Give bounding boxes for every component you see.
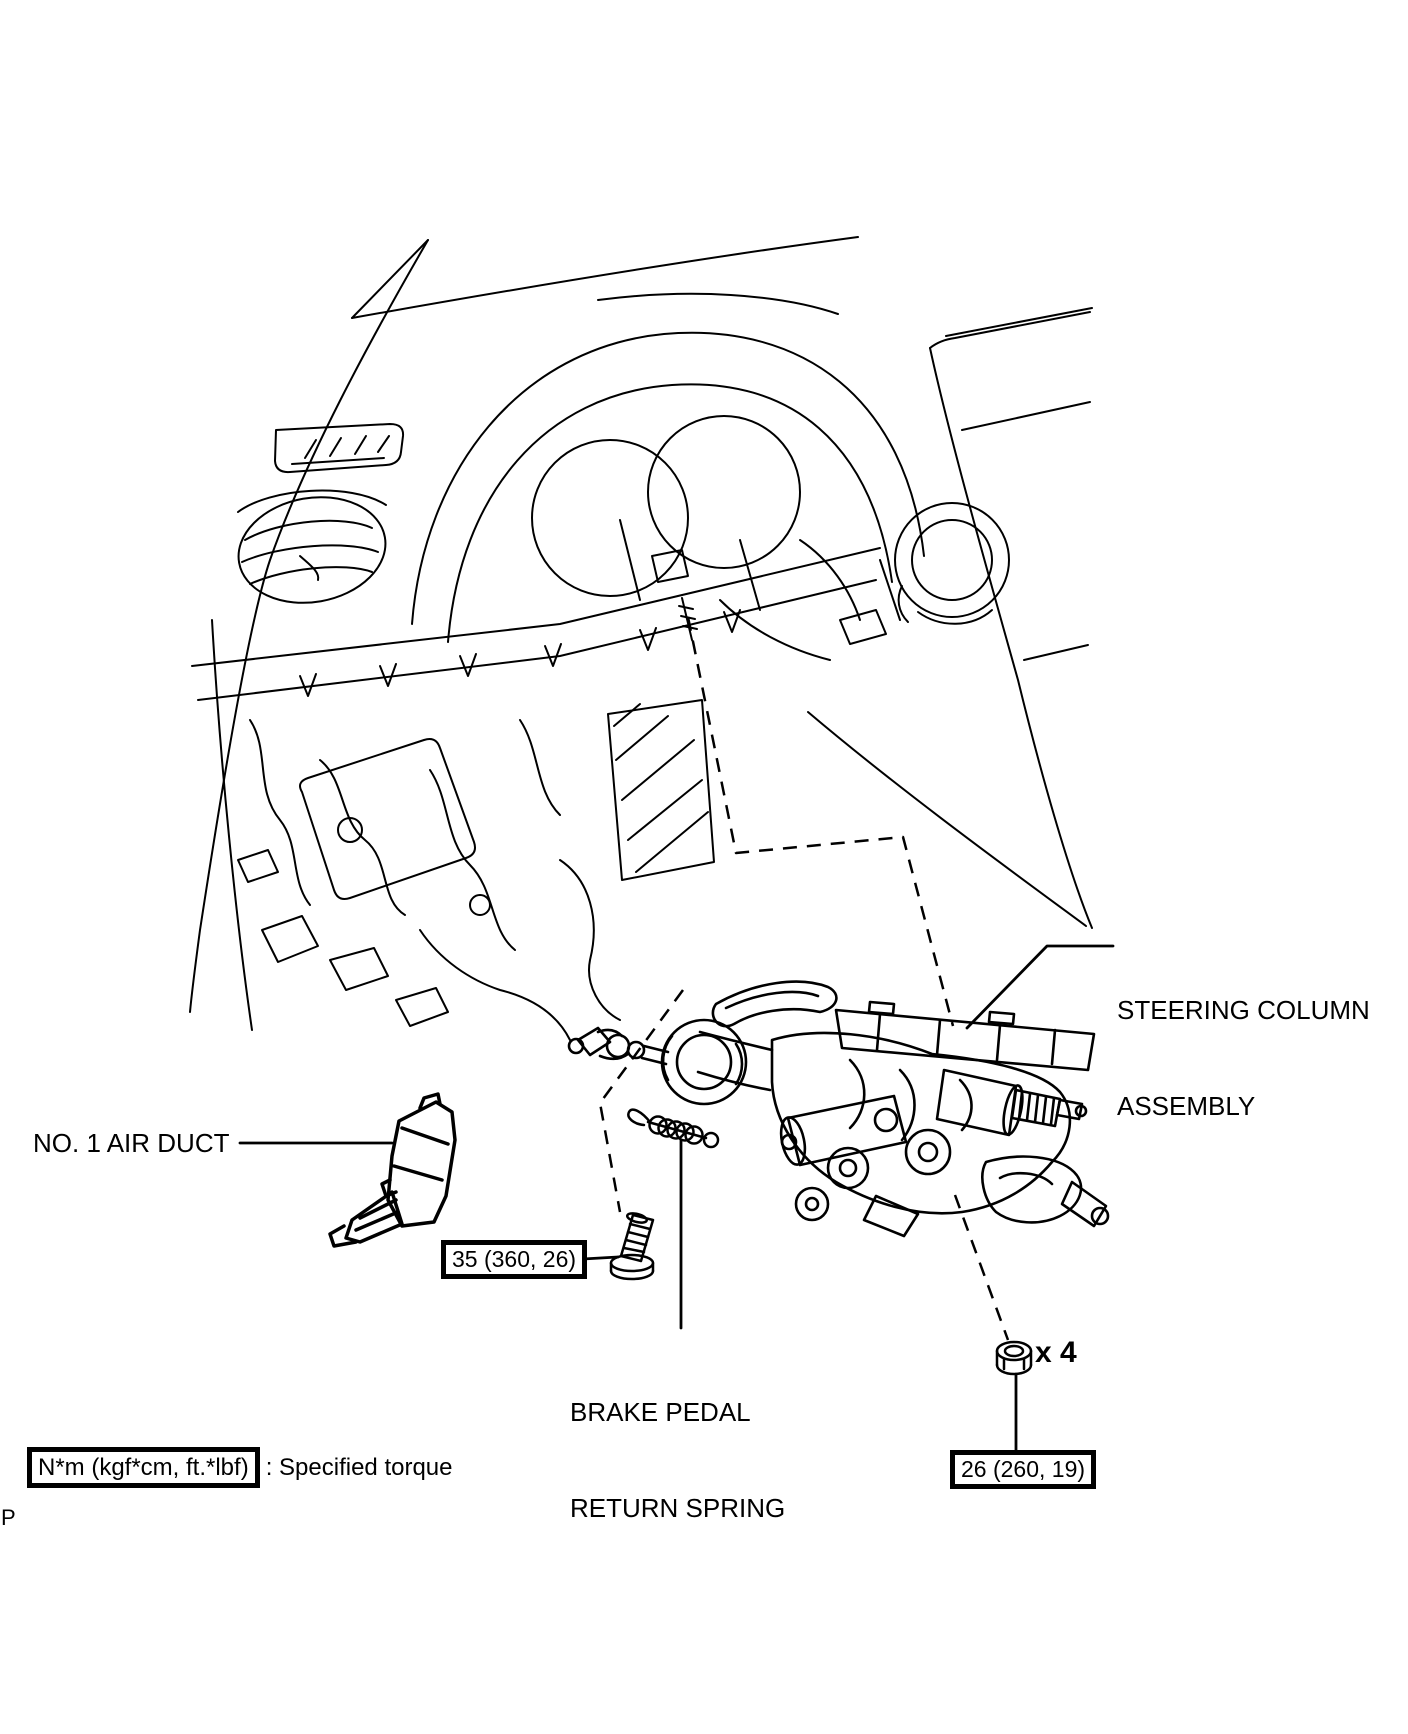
torque-unit-box: N*m (kgf*cm, ft.*lbf) <box>27 1447 260 1488</box>
nut-quantity-label: x 4 <box>1035 1336 1077 1369</box>
torque-legend <box>27 1447 453 1488</box>
brake-pedal-return-spring-label-line2: RETURN SPRING <box>570 1493 786 1523</box>
brake-pedal-return-spring-label <box>570 1332 785 1588</box>
dashed-removal-routes <box>600 617 1008 1340</box>
bolt-drawing <box>611 1212 653 1279</box>
air-duct-drawing <box>330 1094 455 1246</box>
dashboard-drawing <box>190 237 1092 1040</box>
bolt-torque-spec-box: 35 (360, 26) <box>441 1240 587 1279</box>
nut-drawing <box>997 1342 1031 1374</box>
steering-column-assembly-label-line2: ASSEMBLY <box>1117 1091 1256 1121</box>
brake-pedal-return-spring-label-line1: BRAKE PEDAL <box>570 1397 751 1427</box>
page-marker: P <box>1 1505 16 1530</box>
steering-column-assembly-label-line1: STEERING COLUMN <box>1117 995 1370 1025</box>
steering-column-assembly-drawing <box>569 982 1108 1236</box>
return-spring-drawing <box>628 1110 718 1147</box>
steering-column-assembly-label <box>1117 930 1370 1186</box>
air-duct-label: NO. 1 AIR DUCT <box>33 1128 230 1158</box>
nut-torque-spec-box: 26 (260, 19) <box>950 1450 1096 1489</box>
torque-legend-description: : Specified torque <box>265 1454 453 1481</box>
